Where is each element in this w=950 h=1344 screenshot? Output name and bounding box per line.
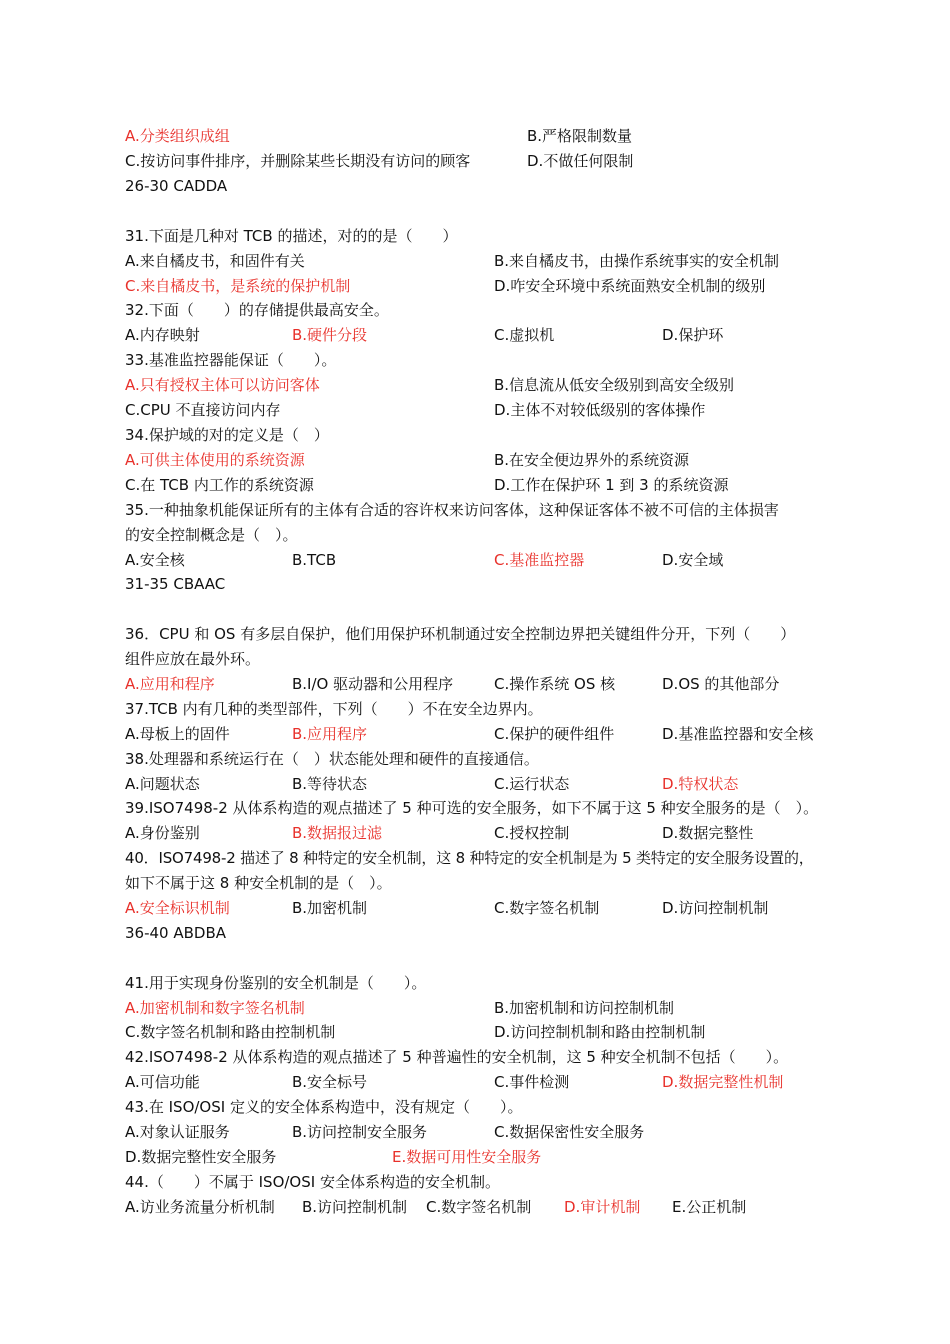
q32-stem: 32.下面（ ）的存储提供最高安全。 xyxy=(125,301,389,319)
q30-option-c: C.按访问事件排序，并删除某些长期没有访问的顾客 xyxy=(125,152,471,170)
q40-stem-line-2: 如下不属于这 8 种安全机制的是（ ）。 xyxy=(125,874,392,892)
q39-stem: 39.ISO7498-2 从体系构造的观点描述了 5 种可选的安全服务，如下不属于这 5 种安全服务的是（ ）。 xyxy=(125,799,819,817)
q40-stem-line-1: 40．ISO7498-2 描述了 8 种特定的安全机制，这 8 种特定的安全机制是为 5 类特定的安全服务设置的， xyxy=(125,849,814,867)
q42-option-b: B.安全标号 xyxy=(292,1073,368,1091)
q37-option-b: B.应用程序 xyxy=(292,725,368,743)
q44-option-a: A.访业务流量分析机制 xyxy=(125,1198,275,1216)
q44-option-b: B.访问控制机制 xyxy=(302,1198,408,1216)
q35-stem-line-2: 的安全控制概念是（ ）。 xyxy=(125,526,298,544)
q36-option-a: A.应用和程序 xyxy=(125,675,215,693)
q37-option-d: D.基准监控器和安全核 xyxy=(662,725,814,743)
q35-option-c: C.基准监控器 xyxy=(494,551,585,569)
q33-option-c: C.CPU 不直接访问内存 xyxy=(125,401,281,419)
q32-option-d: D.保护环 xyxy=(662,326,724,344)
q37-option-a: A.母板上的固件 xyxy=(125,725,230,743)
q42-stem: 42.ISO7498-2 从体系构造的观点描述了 5 种普遍性的安全机制，这 5 种安全机制不包括（ ）。 xyxy=(125,1048,789,1066)
q44-option-c: C.数字签名机制 xyxy=(426,1198,532,1216)
q39-option-c: C.授权控制 xyxy=(494,824,570,842)
q32-option-b: B.硬件分段 xyxy=(292,326,368,344)
q30-option-a: A.分类组织成组 xyxy=(125,127,230,145)
q39-option-b: B.数据报过滤 xyxy=(292,824,383,842)
q40-option-a: A.安全标识机制 xyxy=(125,899,230,917)
q34-option-c: C.在 TCB 内工作的系统资源 xyxy=(125,476,314,494)
q35-option-a: A.安全核 xyxy=(125,551,185,569)
q43-option-a: A.对象认证服务 xyxy=(125,1123,230,1141)
q38-option-c: C.运行状态 xyxy=(494,775,570,793)
q39-option-d: D.数据完整性 xyxy=(662,824,754,842)
answer-key-26-30: 26-30 CADDA xyxy=(125,177,228,195)
q39-option-a: A.身份鉴别 xyxy=(125,824,200,842)
q35-option-d: D.安全域 xyxy=(662,551,724,569)
q41-option-a: A.加密机制和数字签名机制 xyxy=(125,999,305,1017)
q33-option-d: D.主体不对较低级别的客体操作 xyxy=(494,401,706,419)
q41-option-c: C.数字签名机制和路由控制机制 xyxy=(125,1023,336,1041)
q30-option-b: B.严格限制数量 xyxy=(527,127,633,145)
q35-stem-line-1: 35.一种抽象机能保证所有的主体有合适的容许权来访问客体，这种保证客体不被不可信的主体损害 xyxy=(125,501,779,519)
q36-option-b: B.I/O 驱动器和公用程序 xyxy=(292,675,454,693)
q43-option-e: E.数据可用性安全服务 xyxy=(392,1148,542,1166)
q42-option-a: A.可信功能 xyxy=(125,1073,200,1091)
q43-option-c: C.数据保密性安全服务 xyxy=(494,1123,645,1141)
q40-option-b: B.加密机制 xyxy=(292,899,368,917)
q38-option-a: A.问题状态 xyxy=(125,775,200,793)
q38-option-b: B.等待状态 xyxy=(292,775,368,793)
q31-option-b: B.来自橘皮书，由操作系统事实的安全机制 xyxy=(494,252,780,270)
q41-option-b: B.加密机制和访问控制机制 xyxy=(494,999,675,1017)
q38-option-d: D.特权状态 xyxy=(662,775,739,793)
q40-option-d: D.访问控制机制 xyxy=(662,899,769,917)
answer-key-31-35: 31-35 CBAAC xyxy=(125,575,226,593)
q43-option-b: B.访问控制安全服务 xyxy=(292,1123,428,1141)
q31-option-d: D.咋安全环境中系统面熟安全机制的级别 xyxy=(494,277,766,295)
q35-option-b: B.TCB xyxy=(292,551,337,569)
q31-option-a: A.来自橘皮书，和固件有关 xyxy=(125,252,305,270)
q36-option-c: C.操作系统 OS 核 xyxy=(494,675,616,693)
q30-option-d: D.不做任何限制 xyxy=(527,152,634,170)
q42-option-c: C.事件检测 xyxy=(494,1073,570,1091)
q32-option-c: C.虚拟机 xyxy=(494,326,555,344)
q41-option-d: D.访问控制机制和路由控制机制 xyxy=(494,1023,706,1041)
q37-stem: 37.TCB 内有几种的类型部件，下列（ ）不在安全边界内。 xyxy=(125,700,543,718)
q31-option-c: C.来自橘皮书，是系统的保护机制 xyxy=(125,277,351,295)
q33-option-b: B.信息流从低安全级别到高安全级别 xyxy=(494,376,735,394)
q43-stem: 43.在 ISO/OSI 定义的安全体系构造中，没有规定（ ）。 xyxy=(125,1098,523,1116)
q41-stem: 41.用于实现身份鉴别的安全机制是（ ）。 xyxy=(125,974,427,992)
q40-option-c: C.数字签名机制 xyxy=(494,899,600,917)
q44-option-e: E.公正机制 xyxy=(672,1198,747,1216)
q42-option-d: D.数据完整性机制 xyxy=(662,1073,784,1091)
q44-option-d: D.审计机制 xyxy=(564,1198,641,1216)
q34-option-a: A.可供主体使用的系统资源 xyxy=(125,451,305,469)
q37-option-c: C.保护的硬件组件 xyxy=(494,725,615,743)
q36-stem-line-2: 组件应放在最外环。 xyxy=(125,650,261,668)
q43-option-d: D.数据完整性安全服务 xyxy=(125,1148,277,1166)
q32-option-a: A.内存映射 xyxy=(125,326,200,344)
answer-key-36-40: 36-40 ABDBA xyxy=(125,924,227,942)
q31-stem: 31.下面是几种对 TCB 的描述，对的的是（ ） xyxy=(125,227,458,245)
q34-option-b: B.在安全便边界外的系统资源 xyxy=(494,451,690,469)
q33-option-a: A.只有授权主体可以访问客体 xyxy=(125,376,320,394)
q33-stem: 33.基准监控器能保证（ ）。 xyxy=(125,351,337,369)
q44-stem: 44.（ ）不属于 ISO/OSI 安全体系构造的安全机制。 xyxy=(125,1173,500,1191)
q36-option-d: D.OS 的其他部分 xyxy=(662,675,780,693)
q38-stem: 38.处理器和系统运行在（ ）状态能处理和硬件的直接通信。 xyxy=(125,750,539,768)
q34-stem: 34.保护域的对的定义是（ ） xyxy=(125,426,329,444)
q36-stem-line-1: 36．CPU 和 OS 有多层自保护，他们用保护环机制通过安全控制边界把关键组件分开，下列（ ） xyxy=(125,625,796,643)
q34-option-d: D.工作在保护环 1 到 3 的系统资源 xyxy=(494,476,729,494)
